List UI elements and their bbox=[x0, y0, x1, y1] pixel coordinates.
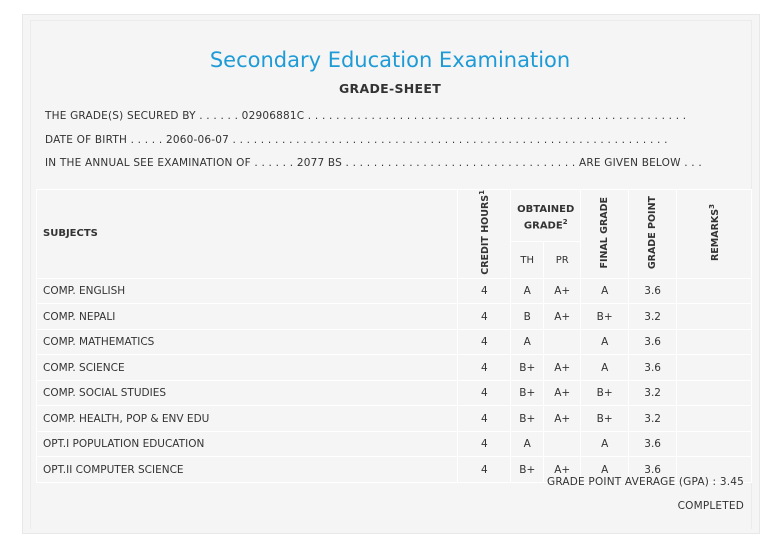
grade-point-cell: 3.6 bbox=[629, 329, 677, 355]
pr-grade-cell: A+ bbox=[544, 355, 581, 381]
th-grade-cell: A bbox=[511, 329, 544, 355]
remarks-cell bbox=[677, 329, 752, 355]
subject-cell: COMP. SCIENCE bbox=[37, 355, 458, 381]
final-grade-cell: B+ bbox=[581, 406, 629, 432]
table-row bbox=[37, 304, 752, 330]
examination-year-line: IN THE ANNUAL SEE EXAMINATION OF . . . . . . 2077 BS . . . . . . . . . . . . . . . . . . . . . . . . . . . . . . . . . ARE GIVEN BELOW . . . bbox=[45, 157, 702, 169]
th-grade-cell: B+ bbox=[511, 355, 544, 381]
table-row bbox=[37, 406, 752, 432]
final-grade-cell: A bbox=[581, 457, 629, 483]
grade-point-cell: 3.2 bbox=[629, 406, 677, 432]
pr-grade-cell: A+ bbox=[544, 457, 581, 483]
pr-grade-cell bbox=[544, 431, 581, 457]
final-grade-cell: A bbox=[581, 431, 629, 457]
page-title: Secondary Education Examination bbox=[209, 48, 571, 72]
table-row bbox=[37, 329, 752, 355]
subject-cell: COMP. NEPALI bbox=[37, 304, 458, 330]
grade-point-header: GRADE POINT bbox=[629, 190, 677, 279]
remarks-cell bbox=[677, 431, 752, 457]
symbol-number-line: THE GRADE(S) SECURED BY . . . . . . 02906881C . . . . . . . . . . . . . . . . . . . . . . . . . . . . . . . . . . . . . . . . . . . . . . . . . . . . . . bbox=[45, 110, 687, 122]
final-grade-cell: B+ bbox=[581, 304, 629, 330]
pr-grade-cell: A+ bbox=[544, 278, 581, 304]
grade-point-cell: 3.2 bbox=[629, 380, 677, 406]
subject-cell: COMP. SOCIAL STUDIES bbox=[37, 380, 458, 406]
th-grade-cell: A bbox=[511, 278, 544, 304]
table-row bbox=[37, 278, 752, 304]
result-status: COMPLETED bbox=[677, 500, 744, 512]
final-grade-cell: A bbox=[581, 278, 629, 304]
credit-cell: 4 bbox=[458, 431, 511, 457]
credit-cell: 4 bbox=[458, 304, 511, 330]
credit-cell: 4 bbox=[458, 355, 511, 381]
grade-point-cell: 3.6 bbox=[629, 431, 677, 457]
subjects-header: SUBJECTS bbox=[37, 190, 458, 279]
credit-cell: 4 bbox=[458, 457, 511, 483]
remarks-cell bbox=[677, 406, 752, 432]
date-of-birth-line: DATE OF BIRTH . . . . . 2060-06-07 . . . . . . . . . . . . . . . . . . . . . . . . . . . . . . . . . . . . . . . . . . . . . . . . . . . . . . . . . . . . . . bbox=[45, 134, 668, 146]
th-grade-cell: B+ bbox=[511, 457, 544, 483]
credit-cell: 4 bbox=[458, 278, 511, 304]
final-grade-cell: B+ bbox=[581, 380, 629, 406]
th-grade-cell: A bbox=[511, 431, 544, 457]
remarks-cell bbox=[677, 355, 752, 381]
subject-cell: COMP. ENGLISH bbox=[37, 278, 458, 304]
grade-point-cell: 3.6 bbox=[629, 278, 677, 304]
subject-cell: COMP. MATHEMATICS bbox=[37, 329, 458, 355]
table-row bbox=[37, 355, 752, 381]
table-header-row bbox=[37, 190, 752, 242]
grade-point-cell: 3.2 bbox=[629, 304, 677, 330]
remarks-cell bbox=[677, 278, 752, 304]
final-grade-cell: A bbox=[581, 329, 629, 355]
credit-cell: 4 bbox=[458, 329, 511, 355]
grade-point-cell: 3.6 bbox=[629, 355, 677, 381]
obtained-grade-header: OBTAINED GRADE$^2$ bbox=[511, 190, 581, 242]
grade-point-cell: 3.6 bbox=[629, 457, 677, 483]
subject-cell: OPT.I POPULATION EDUCATION bbox=[37, 431, 458, 457]
theory-header: TH bbox=[511, 242, 544, 279]
table-row bbox=[37, 380, 752, 406]
remarks-cell bbox=[677, 304, 752, 330]
th-grade-cell: B+ bbox=[511, 406, 544, 432]
pr-grade-cell: A+ bbox=[544, 304, 581, 330]
final-grade-header: FINAL GRADE bbox=[581, 190, 629, 279]
credit-cell: 4 bbox=[458, 406, 511, 432]
grades-table bbox=[36, 189, 752, 483]
pr-grade-cell bbox=[544, 329, 581, 355]
page-subtitle: GRADE-SHEET bbox=[338, 81, 442, 96]
pr-grade-cell: A+ bbox=[544, 380, 581, 406]
credit-hours-header: CREDIT HOURS$^1$ bbox=[458, 190, 511, 279]
remarks-header: REMARKS$^3$ bbox=[677, 190, 752, 279]
final-grade-cell: A bbox=[581, 355, 629, 381]
subject-cell: OPT.II COMPUTER SCIENCE bbox=[37, 457, 458, 483]
credit-cell: 4 bbox=[458, 380, 511, 406]
remarks-cell bbox=[677, 380, 752, 406]
gpa-summary: GRADE POINT AVERAGE (GPA) : 3.45 bbox=[546, 476, 744, 488]
pr-grade-cell: A+ bbox=[544, 406, 581, 432]
th-grade-cell: B bbox=[511, 304, 544, 330]
subject-cell: COMP. HEALTH, POP & ENV EDU bbox=[37, 406, 458, 432]
table-row bbox=[37, 431, 752, 457]
th-grade-cell: B+ bbox=[511, 380, 544, 406]
practical-header: PR bbox=[544, 242, 581, 279]
